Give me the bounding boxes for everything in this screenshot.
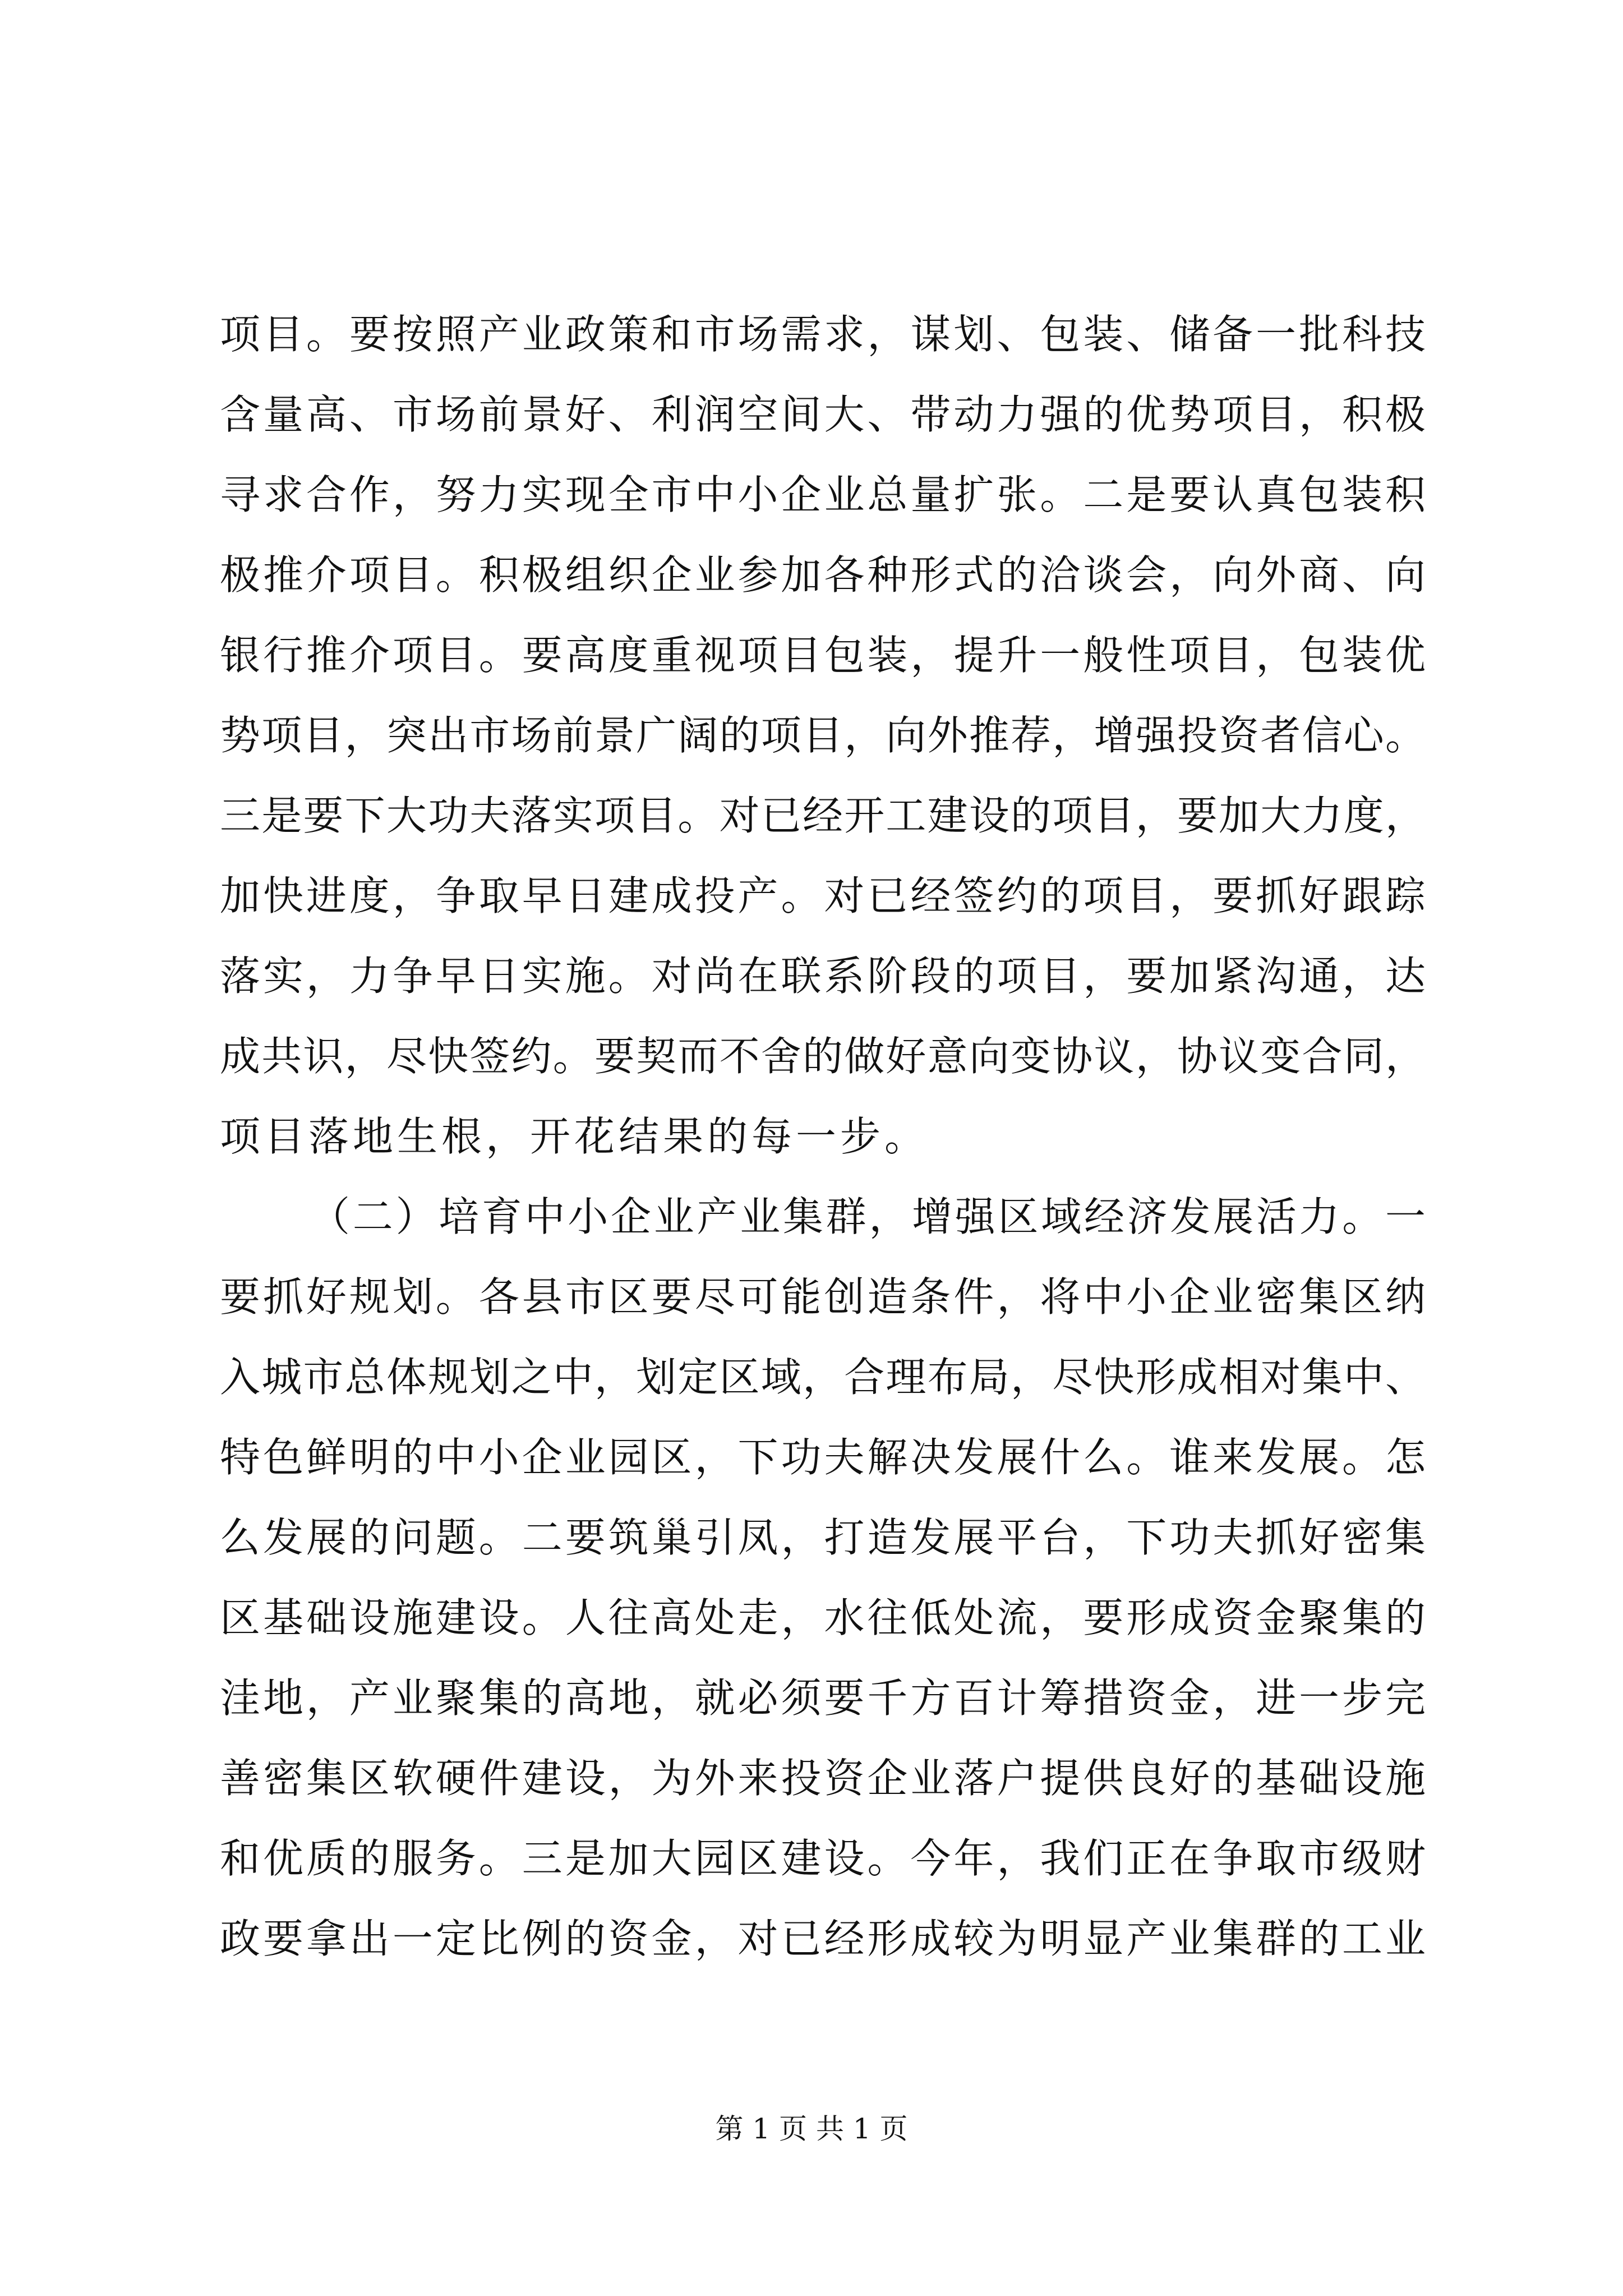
text-line: 洼地，产业聚集的高地，就必须要千方百计筹措资金，进一步完 <box>220 1674 1426 1722</box>
text-line: 入城市总体规划之中，划定区域，合理布局，尽快形成相对集中、 <box>220 1354 1426 1401</box>
text-line: 三是要下大功夫落实项目。对已经开工建设的项目，要加大力度， <box>220 792 1426 839</box>
text-line: 么发展的问题。二要筑巢引凤，打造发展平台，下功夫抓好密集 <box>220 1514 1426 1561</box>
text-line: 加快进度，争取早日建成投产。对已经签约的项目，要抓好跟踪 <box>220 872 1426 919</box>
text-line: 落实，力争早日实施。对尚在联系阶段的项目，要加紧沟通，达 <box>220 953 1426 1000</box>
text-line: 要抓好规划。各县市区要尽可能创造条件，将中小企业密集区纳 <box>220 1273 1426 1320</box>
text-line: 区基础设施建设。人往高处走，水往低处流，要形成资金聚集的 <box>220 1594 1426 1641</box>
text-line: 项目落地生根，开花结果的每一步。 <box>220 1113 929 1160</box>
page-number-footer: 第 1 页 共 1 页 <box>715 2113 908 2145</box>
text-line: 善密集区软硬件建设，为外来投资企业落户提供良好的基础设施 <box>220 1755 1426 1802</box>
text-line: 和优质的服务。三是加大园区建设。今年，我们正在争取市级财 <box>220 1835 1426 1882</box>
text-line: 极推介项目。积极组织企业参加各种形式的洽谈会，向外商、向 <box>220 551 1426 599</box>
document-body <box>220 295 1426 1979</box>
text-line: 项目。要按照产业政策和市场需求，谋划、包装、储备一批科技 <box>220 311 1426 358</box>
text-line: 寻求合作，努力实现全市中小企业总量扩张。二是要认真包装积 <box>220 471 1426 518</box>
text-line: 势项目，突出市场前景广阔的项目，向外推荐，增强投资者信心。 <box>220 712 1426 759</box>
text-line: 银行推介项目。要高度重视项目包装，提升一般性项目，包装优 <box>220 632 1426 679</box>
paragraph-first-line: （二）培育中小企业产业集群，增强区域经济发展活力。一 <box>310 1193 1426 1240</box>
text-line: 政要拿出一定比例的资金，对已经形成较为明显产业集群的工业 <box>220 1915 1426 1962</box>
text-line: 含量高、市场前景好、利润空间大、带动力强的优势项目，积极 <box>220 391 1426 438</box>
text-line: 成共识，尽快签约。要契而不舍的做好意向变协议，协议变合同， <box>220 1033 1426 1080</box>
text-line: 特色鲜明的中小企业园区，下功夫解决发展什么。谁来发展。怎 <box>220 1434 1426 1481</box>
